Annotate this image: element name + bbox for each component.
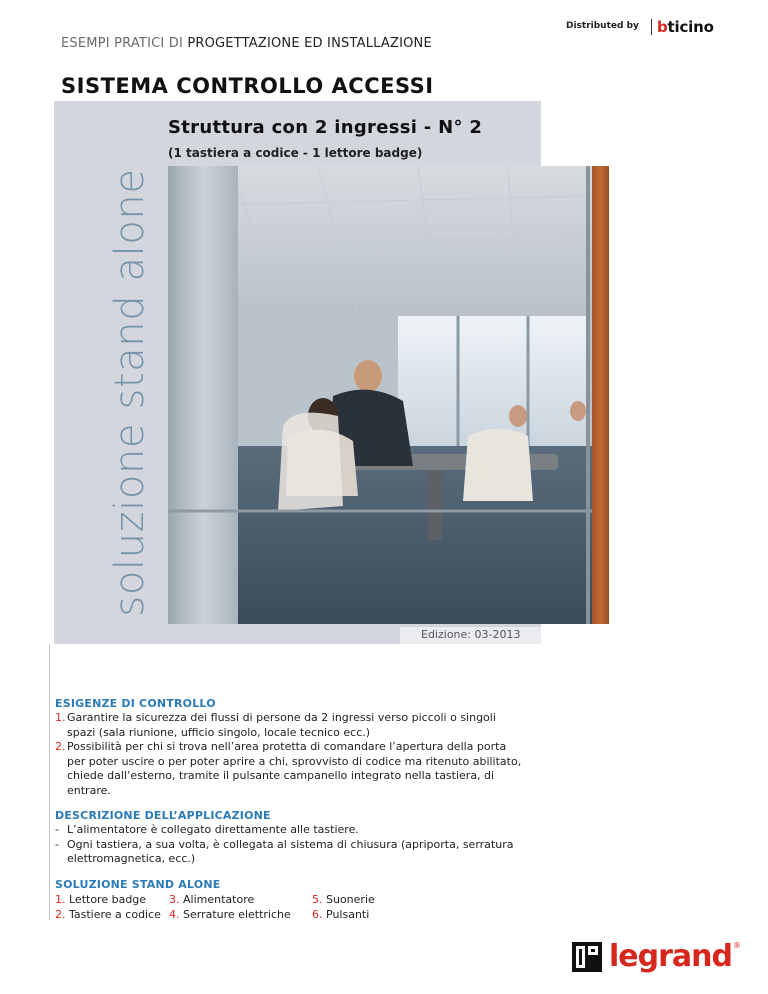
item-dash: - <box>55 823 59 836</box>
item-text: Garantire la sicurezza dei flussi di persone da 2 ingressi verso piccoli o singoli spazi (sala riunione, ufficio singolo, locale tecnico ecc.) <box>67 711 496 739</box>
registered-mark: ® <box>732 941 741 950</box>
vertical-title: soluzione stand alone <box>107 168 153 617</box>
list-item <box>55 823 525 838</box>
list-item <box>55 838 525 867</box>
list-column <box>55 893 161 922</box>
panel-heading: Struttura con 2 ingressi - N° 2 <box>168 117 483 138</box>
section-esigenze-list <box>55 711 525 799</box>
subtitle-prefix: ESEMPI PRATICI DI <box>61 36 188 51</box>
panel-subheading: (1 tastiera a codice - 1 lettore badge) <box>168 146 423 160</box>
section-esigenze-title: ESIGENZE DI CONTROLLO <box>55 697 216 710</box>
office-meeting-photo <box>168 166 609 624</box>
section-soluzione-title: SOLUZIONE STAND ALONE <box>55 878 221 891</box>
vertical-title-wrap <box>100 165 160 620</box>
list-item: 1. Lettore badge <box>55 893 147 906</box>
bticino-logo <box>651 19 714 35</box>
page-title: SISTEMA CONTROLLO ACCESSI <box>61 74 434 98</box>
legrand-icon <box>572 942 602 972</box>
list-item: 5. Suonerie <box>312 893 375 906</box>
section-descrizione-list <box>55 823 525 867</box>
logo-separator <box>651 19 652 35</box>
legrand-wordmark: legrand <box>609 939 732 974</box>
list-column <box>312 893 375 922</box>
list-column <box>169 893 291 922</box>
list-item <box>55 740 525 798</box>
series-subtitle <box>61 36 432 51</box>
item-number: 2. <box>55 740 66 754</box>
list-item: 2. Tastiere a codice <box>55 907 161 921</box>
item-text: L’alimentatore è collegato direttamente alle tastiere. <box>67 823 359 836</box>
office-photo-illustration <box>168 166 609 624</box>
item-text: Possibilità per chi si trova nell’area protetta di comandare l’apertura della porta per poter uscire o per poter aprire a chi, sprovvisto di codice ma ritenuto abilitato, chiede dall’esterno, tramite il pulsante campanello integrato nella tastiera, di entrare. <box>67 740 522 797</box>
list-item: 6. Pulsanti <box>312 907 370 921</box>
legrand-logo <box>572 939 741 974</box>
list-item: 4. Serrature elettriche <box>169 907 291 921</box>
list-item <box>55 711 525 740</box>
subtitle-main: PROGETTAZIONE ED INSTALLAZIONE <box>187 36 432 51</box>
item-text: Ogni tastiera, a sua volta, è collegata al sistema di chiusura (apriporta, serratura elettromagnetica, ecc.) <box>67 837 514 866</box>
margin-divider <box>49 644 50 920</box>
item-dash: - <box>55 837 59 851</box>
bticino-wordmark: bticino <box>657 18 714 36</box>
distributed-by-label: Distributed by <box>566 21 639 31</box>
list-item: 3. Alimentatore <box>169 893 255 906</box>
edition-label: Edizione: 03-2013 <box>421 628 521 641</box>
section-descrizione-title: DESCRIZIONE DELL’APPLICAZIONE <box>55 809 271 822</box>
item-number: 1. <box>55 711 66 724</box>
